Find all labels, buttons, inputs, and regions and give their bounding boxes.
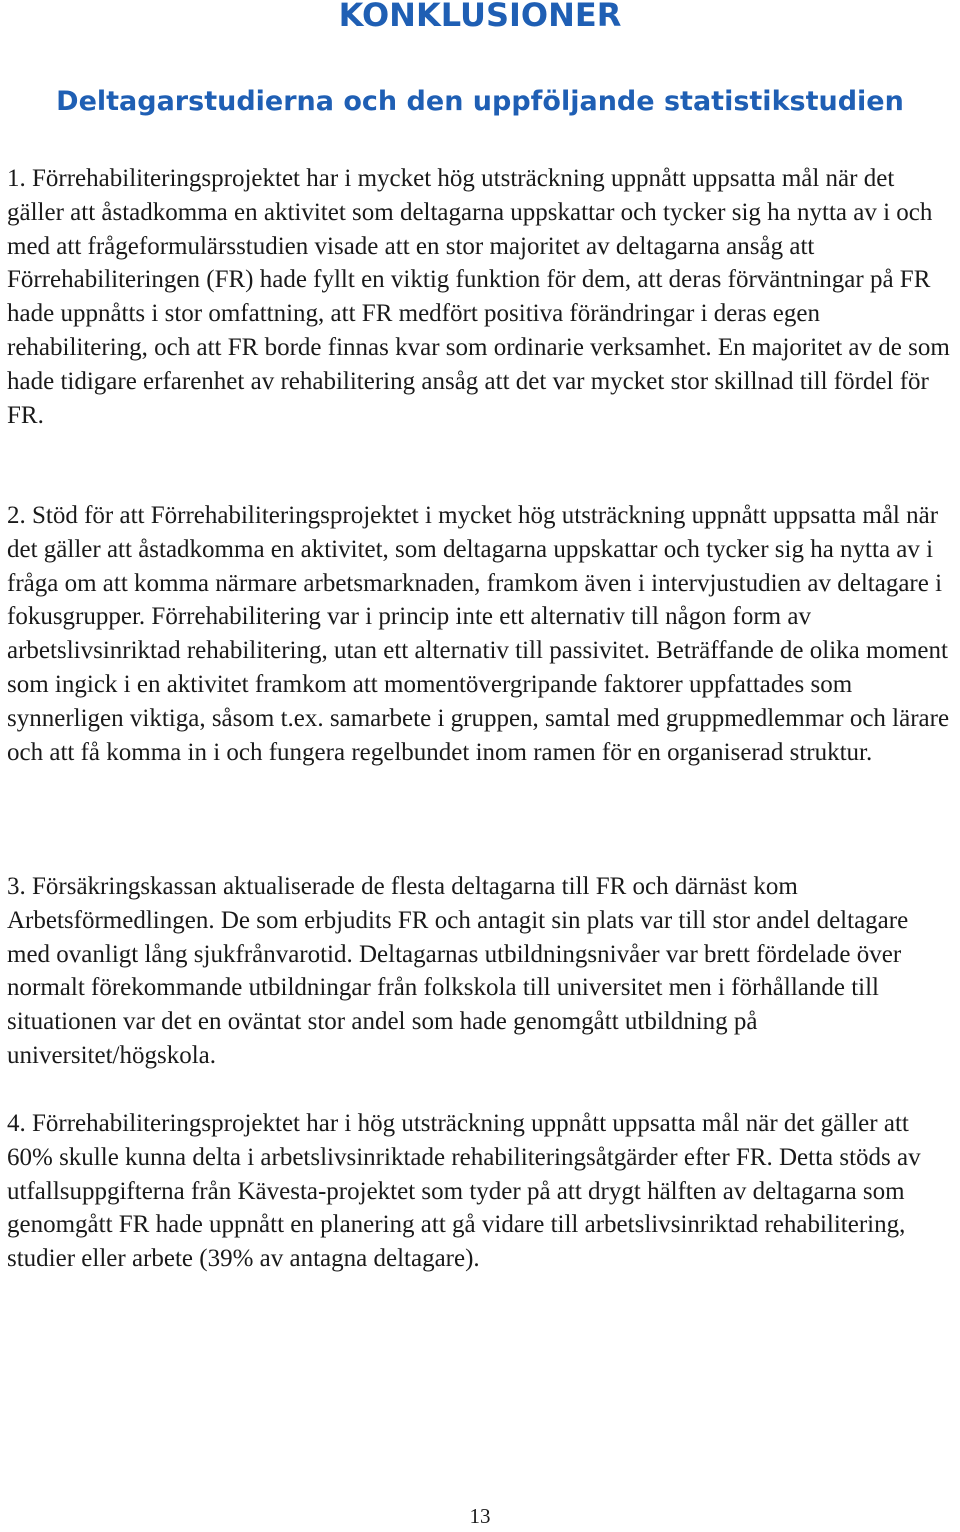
conclusion-paragraph-4: 4. Förrehabiliteringsprojektet har i hög utsträckning uppnått uppsatta mål när det gäller att 60% skulle kunna delta i arbetslivsinriktade rehabiliteringsåtgärder efter FR. Detta stöds av utfallsuppgifterna från Kävesta-projektet som tyder på att drygt hälften av deltagarna som genomgått FR hade uppnått en planering att gå vidare till arbetslivsinriktad rehabilitering, studier eller arbete (39% av antagna deltagare). — [7, 1110, 921, 1273]
conclusion-paragraph-1: 1. Förrehabiliteringsprojektet har i mycket hög utsträckning uppnått uppsatta mål när det gäller att åstadkomma en aktivitet som deltagarna uppskattar och tycker sig ha nytta av i och med att frågeformulärsstudien visade att en stor majoritet av deltagarna ansåg att Förrehabiliteringen (FR) hade fyllt en viktig funktion för dem, att deras förväntningar på FR hade uppnåtts i stor omfattning, att FR medfört positiva förändringar i deras egen rehabilitering, och att FR borde finnas kvar som ordinarie verksamhet. En majoritet av de som hade tidigare erfarenhet av rehabilitering ansåg att det var mycket stor skillnad till fördel för FR. — [7, 165, 950, 429]
section-subtitle: Deltagarstudierna och den uppföljande statistikstudien — [56, 86, 904, 117]
conclusion-paragraph-3: 3. Försäkringskassan aktualiserade de flesta deltagarna till FR och därnäst kom Arbetsförmedlingen. De som erbjudits FR och antagit sin plats var till stor andel deltagare med ovanligt lång sjukfrånvarotid. Deltagarnas utbildningsnivåer var brett fördelade över normalt förekommande utbildningar från folkskola till universitet men i förhållande till situationen var det en oväntat stor andel som hade genomgått utbildning på universitet/högskola. — [7, 873, 909, 1069]
page-title: KONKLUSIONER — [338, 0, 622, 34]
page-number: 13 — [469, 1504, 491, 1528]
conclusion-paragraph-2: 2. Stöd för att Förrehabiliteringsprojektet i mycket hög utsträckning uppnått uppsatta mål när det gäller att åstadkomma en aktivitet, som deltagarna uppskattar och tycker sig ha nytta av i fråga om att komma närmare arbetsmarknaden, framkom även i intervjustudien av deltagare i fokusgrupper. Förrehabilitering var i princip inte ett alternativ till någon form av arbetslivsinriktad rehabilitering, utan ett alternativ till passivitet. Beträffande de olika moment som ingick i en aktivitet framkom att momentövergripande faktorer uppfattades som synnerligen viktiga, såsom t.ex. samarbete i gruppen, samtal med gruppmedlemmar och lärare och att få komma in i och fungera regelbundet inom ramen för en organiserad struktur. — [7, 502, 950, 766]
